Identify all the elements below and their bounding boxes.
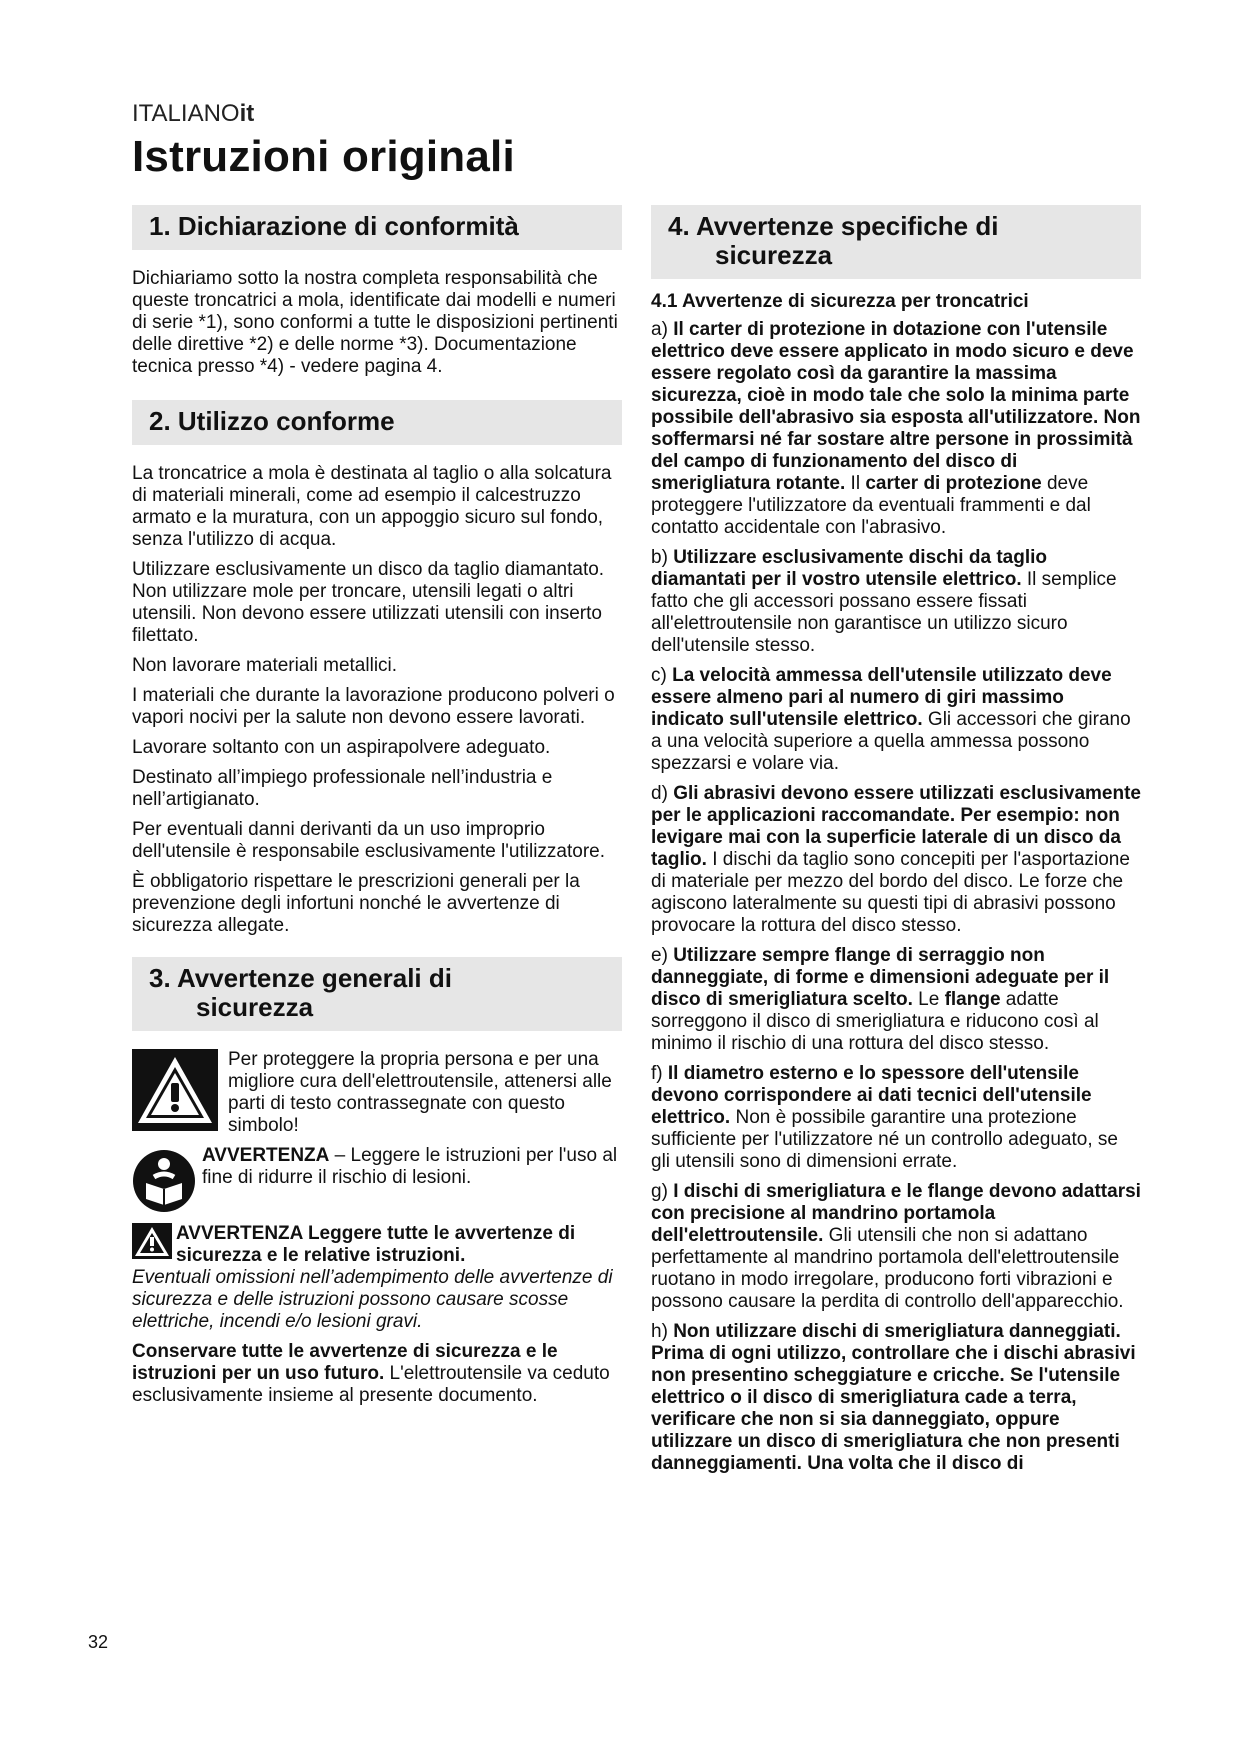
section2-paragraph: Non lavorare materiali metallici. bbox=[132, 655, 398, 676]
section4-heading bbox=[651, 205, 1141, 279]
section4-heading-line1: 4. Avvertenze specifiche di bbox=[668, 211, 999, 241]
left-column bbox=[132, 205, 622, 1415]
section2-paragraph: Utilizzare esclusivamente un disco da taglio diamantato. Non utilizzare mole per troncare, utensili legati o altri utensili. Non devono essere utilizzati utensili con inserto filettato. bbox=[132, 559, 605, 646]
section1-body: Dichiariamo sotto la nostra completa responsabilità che queste troncatrici a mola, identificate dai modelli e numeri di serie *1), sono conformi a tutte le disposizioni pertinenti delle direttive *2) e delle norme *3). Documentazione tecnica presso *4) - vedere pagina 4. bbox=[132, 268, 618, 377]
section3-heading-line1: 3. Avvertenze generali di bbox=[149, 963, 452, 993]
manual-warning-label: AVVERTENZA bbox=[202, 1145, 330, 1166]
item-mid: Il bbox=[845, 473, 866, 494]
keep-instructions-bold: Conservare tutte le avvertenze di sicurezza e le istruzioni per un uso futuro. bbox=[132, 1341, 558, 1384]
item-text: I dischi da taglio sono concepiti per l'asportazione di materiale per mezzo del bordo del disco. Le forze che agiscono lateralmente su questi tipi di abrasivi possono provocare la rottura del disco stesso. bbox=[651, 849, 1130, 936]
item-letter: h) bbox=[651, 1321, 674, 1342]
section3-heading-line2: sicurezza bbox=[196, 992, 314, 1022]
item-mid: Le bbox=[912, 989, 945, 1010]
section2-paragraph: I materiali che durante la lavorazione producono polveri o vapori nocivi per la salute non devono essere lavorati. bbox=[132, 685, 615, 728]
manual-warning-body: – Leggere le istruzioni per l'uso al fine di ridurre il rischio di lesioni. bbox=[202, 1145, 618, 1188]
item-letter: f) bbox=[651, 1063, 668, 1084]
item-text: Gli accessori che girano a una velocità superiore a quella ammessa possono spezzarsi e volare via. bbox=[651, 709, 1131, 774]
item-letter: c) bbox=[651, 665, 673, 686]
item-text: Gli utensili che non si adattano perfettamente al mandrino portamola dell'elettroutensile ruotano in modo irregolare, producono forti vibrazioni e possono causare la perdita di controllo dell'apparecchio. bbox=[651, 1225, 1124, 1312]
page-title: Istruzioni originali bbox=[132, 132, 515, 181]
item-bold: Gli abrasivi devono essere utilizzati esclusivamente per le applicazioni raccomandate. Per esempio: non levigare mai con la superficie laterale di un disco da taglio. bbox=[651, 783, 1141, 870]
safety-item bbox=[651, 783, 1141, 937]
language-label bbox=[132, 100, 254, 128]
item-letter: g) bbox=[651, 1181, 674, 1202]
read-manual-icon bbox=[132, 1149, 196, 1213]
read-all-bold-text: AVVERTENZA Leggere tutte le avvertenze di sicurezza e le relative istruzioni. bbox=[176, 1223, 576, 1266]
item-letter: e) bbox=[651, 945, 674, 966]
item-text: deve proteggere l'utilizzatore da eventuali frammenti e dal contatto accidentale con l'abrasivo. bbox=[651, 473, 1091, 538]
safety-item bbox=[651, 1063, 1141, 1173]
item-bold2: carter di protezione bbox=[865, 473, 1042, 494]
item-letter: b) bbox=[651, 547, 674, 568]
section2-heading: 2. Utilizzo conforme bbox=[132, 400, 622, 445]
keep-instructions-text: L'elettroutensile va ceduto esclusivamente insieme al presente documento. bbox=[132, 1363, 610, 1406]
item-letter: a) bbox=[651, 319, 674, 340]
safety-item bbox=[651, 1181, 1141, 1313]
section2-paragraph: Lavorare soltanto con un aspirapolvere adeguato. bbox=[132, 737, 551, 758]
keep-instructions-paragraph bbox=[132, 1341, 622, 1407]
safety-item bbox=[651, 1321, 1141, 1475]
section3-heading bbox=[132, 957, 622, 1031]
item-text: Non è possibile garantire una protezione sufficiente per l'utilizzatore né un controllo adeguato, se gli utensili sono di dimensioni errate. bbox=[651, 1107, 1118, 1172]
safety-item bbox=[651, 665, 1141, 775]
item-bold: I dischi di smerigliatura e le flange devono adattarsi con precisione al mandrino portamola dell'elettroutensile. bbox=[651, 1181, 1141, 1246]
read-all-block bbox=[132, 1223, 622, 1333]
item-bold: Utilizzare esclusivamente dischi da taglio diamantati per il vostro utensile elettrico. bbox=[651, 547, 1047, 590]
section2-paragraph: Destinato all’impiego professionale nell’industria e nell’artigianato. bbox=[132, 767, 553, 810]
item-letter: d) bbox=[651, 783, 674, 804]
symbol-note-text: Per proteggere la propria persona e per una migliore cura dell'elettroutensile, attenersi alle parti di testo contrassegnate con questo simbolo! bbox=[228, 1049, 612, 1136]
manual-warning-block bbox=[132, 1145, 622, 1213]
item-bold: Il carter di protezione in dotazione con l'utensile elettrico deve essere applicato in modo sicuro e deve essere regolato così da garantire la massima sicurezza, cioè in modo tale che solo la minima parte possibile dell'abrasivo sia esposta all'utilizzatore. Non soffermarsi né far sostare altre persone in prossimità del campo di funzionamento del disco di smerigliatura rotante. bbox=[651, 319, 1141, 494]
item-text: adatte sorreggono il disco di smerigliatura e riducono così al minimo il rischio di una rottura del disco stesso. bbox=[651, 989, 1099, 1054]
section2-paragraph: Per eventuali danni derivanti da un uso improprio dell'utensile è responsabile esclusivamente l'utilizzatore. bbox=[132, 819, 606, 862]
section1-heading: 1. Dichiarazione di conformità bbox=[132, 205, 622, 250]
item-bold2: flange bbox=[944, 989, 1001, 1010]
section2-paragraph: La troncatrice a mola è destinata al taglio o alla solcatura di materiali minerali, come ad esempio il calcestruzzo armato e la muratura, con un appoggio sicuro sul fondo, senza l'utilizzo di acqua. bbox=[132, 463, 612, 550]
item-bold: Non utilizzare dischi di smerigliatura danneggiati. Prima di ogni utilizzo, controllare che i dischi abrasivi non presentino scheggiature e cricche. Se l'utensile elettrico o il disco di smerigliatura cade a terra, verificare che non si sia danneggiato, oppure utilizzare un disco di smerigliatura che non presenti danneggiamenti. Una volta che il disco di bbox=[651, 1321, 1136, 1474]
manual-warning-text bbox=[202, 1145, 622, 1189]
item-bold: La velocità ammessa dell'utensile utilizzato deve essere almeno pari al numero di giri massimo indicato sull'utensile elettrico. bbox=[651, 665, 1112, 730]
symbol-note-block bbox=[132, 1049, 622, 1137]
section4-heading-line2: sicurezza bbox=[715, 240, 833, 270]
read-all-italic-text: Eventuali omissioni nell’adempimento delle avvertenze di sicurezza e delle istruzioni possono causare scosse elettriche, incendi e/o lesioni gravi. bbox=[132, 1267, 613, 1332]
item-bold: Il diametro esterno e lo spessore dell'utensile devono corrispondere ai dati tecnici dell'utensile elettrico. bbox=[651, 1063, 1092, 1128]
language-code: it bbox=[239, 100, 255, 127]
section4-subheading: 4.1 Avvertenze di sicurezza per troncatrici bbox=[651, 291, 1029, 312]
safety-item bbox=[651, 547, 1141, 657]
language-name: ITALIANO bbox=[132, 100, 240, 127]
small-warning-triangle-icon bbox=[132, 1223, 172, 1259]
safety-item bbox=[651, 319, 1141, 539]
page-number: 32 bbox=[88, 1632, 109, 1652]
section2-paragraph: È obbligatorio rispettare le prescrizioni generali per la prevenzione degli infortuni nonché le avvertenze di sicurezza allegate. bbox=[132, 871, 580, 936]
item-bold: Utilizzare sempre flange di serraggio non danneggiate, di forme e dimensioni adeguate per il disco di smerigliatura scelto. bbox=[651, 945, 1110, 1010]
warning-triangle-icon bbox=[132, 1049, 218, 1131]
item-text: Il semplice fatto che gli accessori possano essere fissati all'elettroutensile non garantisce un utilizzo sicuro dell'utensile stesso. bbox=[651, 569, 1117, 656]
right-column bbox=[651, 205, 1141, 1483]
safety-item bbox=[651, 945, 1141, 1055]
